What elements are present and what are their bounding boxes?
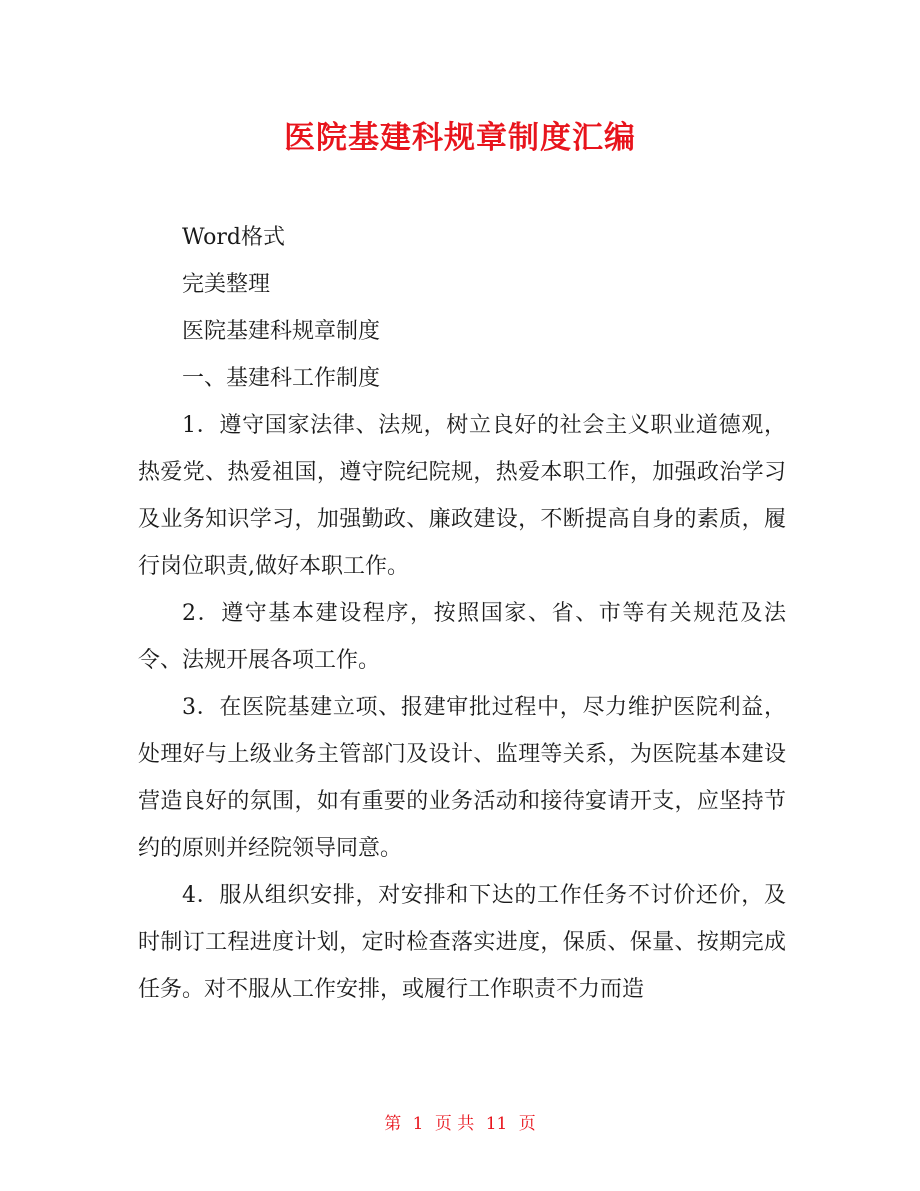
page-mid: 页 共	[434, 1114, 475, 1134]
paragraph-item-1: 1．遵守国家法律、法规，树立良好的社会主义职业道德观，热爱党、热爱祖国，遵守院纪院规，热爱本职工作，加强政治学习及业务知识学习，加强勤政、廉政建设，不断提高自身的素质，履行岗位职责,做好本职工作。	[138, 413, 786, 579]
paragraph-item-3: 3．在医院基建立项、报建审批过程中，尽力维护医院利益，处理好与上级业务主管部门及设计、监理等关系，为医院基本建设营造良好的氛围，如有重要的业务活动和接待宴请开支，应坚持节约的原则并经院领导同意。	[138, 695, 786, 861]
paragraph-organize-note: 完美整理	[182, 272, 271, 297]
paragraph-item-2: 2．遵守基本建设程序，按照国家、省、市等有关规范及法令、法规开展各项工作。	[138, 601, 786, 673]
page-prefix: 第	[384, 1114, 402, 1134]
paragraph-format-note: Word格式	[182, 225, 285, 250]
document-title: 医院基建科规章制度汇编	[284, 120, 636, 156]
page-suffix: 页	[518, 1114, 536, 1134]
paragraph-section-title: 医院基建科规章制度	[182, 319, 381, 344]
document-body	[138, 214, 786, 1013]
page-number-footer	[0, 1112, 920, 1136]
page-total: 11	[485, 1114, 508, 1134]
page-current: 1	[412, 1114, 424, 1134]
paragraph-chapter-heading: 一、基建科工作制度	[182, 366, 381, 391]
paragraph-item-4: 4．服从组织安排，对安排和下达的工作任务不讨价还价，及时制订工程进度计划，定时检查落实进度，保质、保量、按期完成任务。对不服从工作安排，或履行工作职责不力而造	[138, 883, 786, 1002]
